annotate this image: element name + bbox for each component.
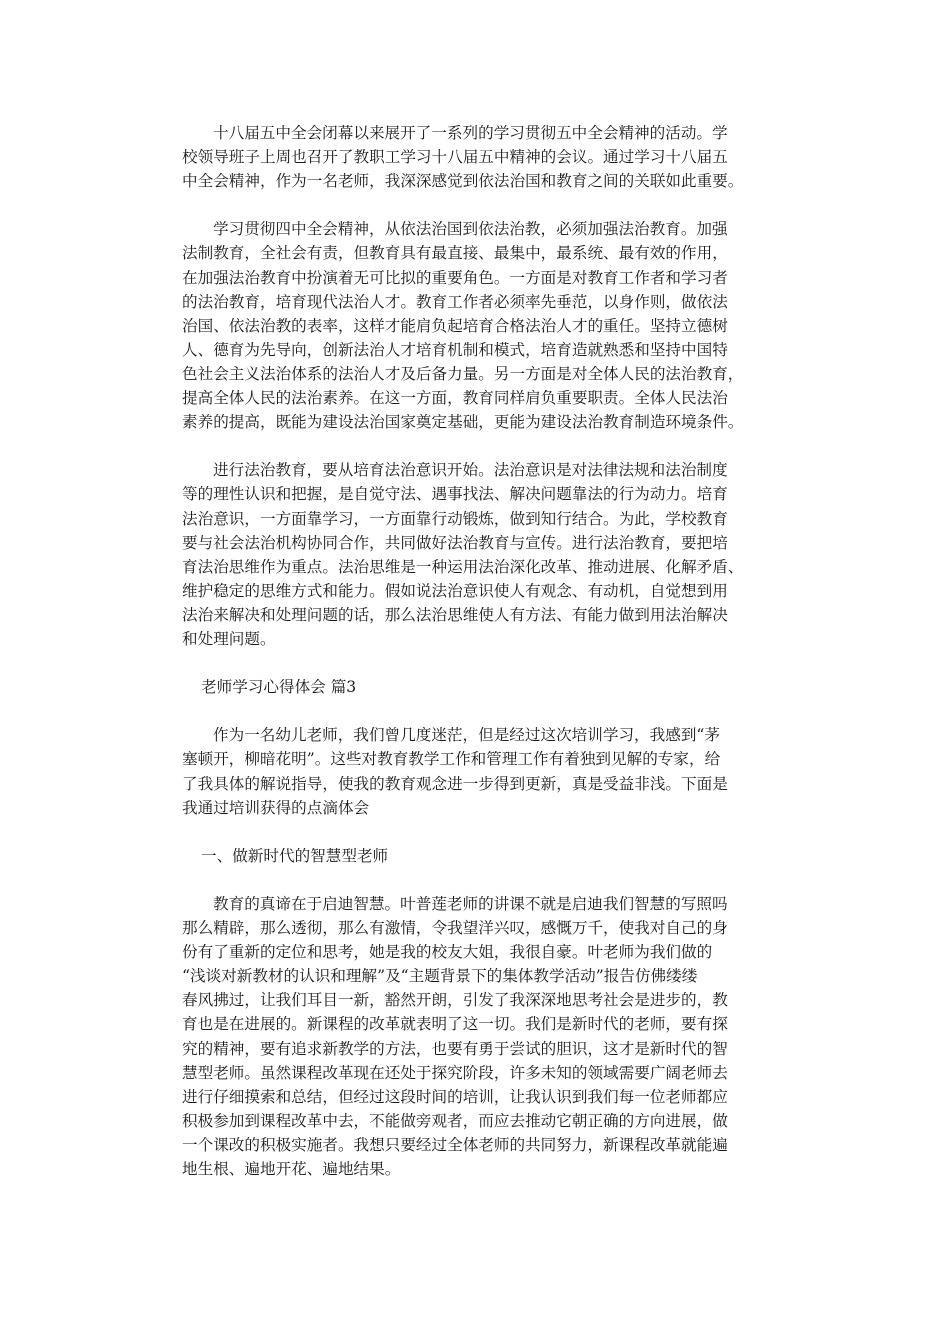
text-line: 我通过培训获得的点滴体会	[182, 798, 370, 817]
section-heading	[182, 844, 782, 868]
text-line: 的法治教育，培育现代法治人才。教育工作者必须率先垂范，以身作则，做依法	[182, 292, 728, 311]
heading-text: 老师学习心得体会 篇3	[201, 678, 357, 697]
text-line: 校领导班子上周也召开了教职工学习十八届五中精神的会议。通过学习十八届五	[182, 148, 728, 167]
text-line: 学习贯彻四中全会精神，从依法治国到依法治教，必须加强法治教育。加强	[213, 220, 728, 239]
text-line: 慧型老师。虽然课程改革现在还处于探究阶段，许多未知的领域需要广阔老师去	[182, 1063, 728, 1082]
paragraph	[182, 458, 782, 651]
text-line: 等的理性认识和把握，是自觉守法、遇事找法、解决问题靠法的行为动力。培育	[182, 485, 728, 504]
text-line: 中全会精神，作为一名老师，我深深感觉到依法治国和教育之间的关联如此重要。	[182, 172, 744, 191]
text-line: 和处理问题。	[182, 629, 276, 648]
document-body	[182, 121, 782, 1205]
text-line: 作为一名幼儿老师，我们曾几度迷茫，但是经过这次培训学习，我感到“茅	[213, 726, 720, 745]
text-line: 那么精辟，那么透彻，那么有激情，令我望洋兴叹，感慨万千，使我对自己的身	[182, 919, 728, 938]
text-line: 育法治思维作为重点。法治思维是一种运用法治深化改革、推动进展、化解矛盾、	[182, 557, 744, 576]
paragraph	[182, 892, 782, 1181]
paragraph	[182, 217, 782, 434]
text-line: 法治意识，一方面靠学习，一方面靠行动锻炼，做到知行结合。为此，学校教育	[182, 509, 728, 528]
text-line: 育也是在进展的。新课程的改革就表明了这一切。我们是新时代的老师，要有探	[182, 1015, 728, 1034]
text-line: 一个课改的积极实施者。我想只要经过全体老师的共同努力，新课程改革就能遍	[182, 1135, 728, 1154]
text-line: 法治来解决和处理问题的话，那么法治思维使人有方法、有能力做到用法治解决	[182, 605, 728, 624]
paragraph	[182, 723, 782, 819]
text-line: 进行仔细摸索和总结，但经过这段时间的培训，让我认识到我们每一位老师都应	[182, 1087, 728, 1106]
text-line: 份有了重新的定位和思考，她是我的校友大姐，我很自豪。叶老师为我们做的	[182, 943, 713, 962]
text-line: 进行法治教育，要从培育法治意识开始。法治意识是对法律法规和法治制度	[213, 461, 728, 480]
heading-text: 一、做新时代的智慧型老师	[201, 846, 389, 865]
text-line: 教育的真谛在于启迪智慧。叶普莲老师的讲课不就是启迪我们智慧的写照吗	[213, 895, 728, 913]
text-line: 维护稳定的思维方式和能力。假如说法治意识使人有观念、有动机，自觉想到用	[182, 581, 728, 600]
section-heading	[182, 675, 782, 699]
text-line: 素养的提高，既能为建设法治国家奠定基础，更能为建设法治教育制造环境条件。	[182, 413, 744, 432]
text-line: “浅谈对新教材的认识和理解”及“主题背景下的集体教学活动”报告仿佛缕缕	[182, 967, 698, 986]
text-line: 人、德育为先导向，创新法治人才培育机制和模式，培育造就熟悉和坚持中国特	[182, 340, 728, 359]
text-line: 要与社会法治机构协同合作，共同做好法治教育与宣传。进行法治教育，要把培	[182, 533, 728, 552]
text-line: 治国、依法治教的表率，这样才能肩负起培育合格法治人才的重任。坚持立德树	[182, 316, 728, 335]
text-line: 春风拂过，让我们耳目一新，豁然开朗，引发了我深深地思考社会是进步的，教	[182, 991, 728, 1010]
text-line: 色社会主义法治体系的法治人才及后备力量。另一方面是对全体人民的法治教育，	[182, 364, 744, 383]
text-line: 提高全体人民的法治素养。在这一方面，教育同样肩负重要职责。全体人民法治	[182, 389, 728, 408]
text-line: 地生根、遍地开花、遍地结果。	[182, 1160, 401, 1179]
text-line: 十八届五中全会闭幕以来展开了一系列的学习贯彻五中全会精神的活动。学	[213, 124, 728, 142]
text-line: 积极参加到课程改革中去，不能做旁观者，而应去推动它朝正确的方向进展，做	[182, 1111, 728, 1130]
text-line: 在加强法治教育中扮演着无可比拟的重要角色。一方面是对教育工作者和学习者	[182, 268, 728, 287]
text-line: 法制教育，全社会有责，但教育具有最直接、最集中，最系统、最有效的作用，	[182, 244, 728, 263]
text-line: 塞顿开，柳暗花明”。这些对教育教学工作和管理工作有着独到见解的专家，给	[182, 750, 721, 769]
text-line: 究的精神，要有追求新教学的方法，也要有勇于尝试的胆识，这才是新时代的智	[182, 1039, 728, 1058]
text-line: 了我具体的解说指导，使我的教育观念进一步得到更新，真是受益非浅。下面是	[182, 774, 728, 793]
paragraph	[182, 121, 782, 193]
